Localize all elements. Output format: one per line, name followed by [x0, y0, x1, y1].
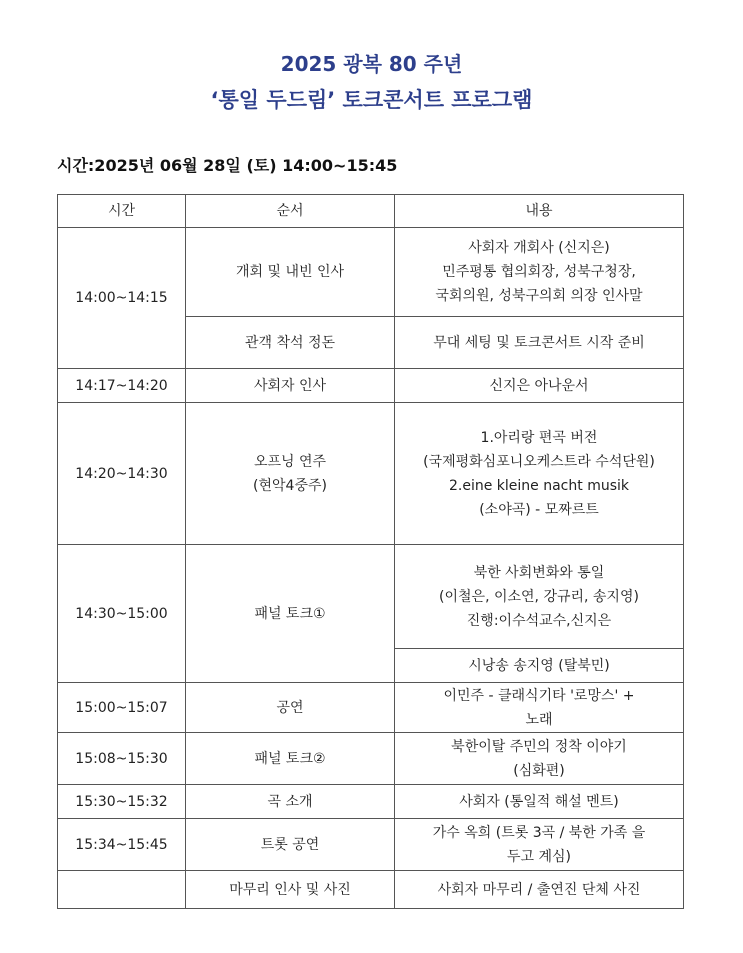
- content-line: (이철은, 이소연, 강규리, 송지영): [439, 588, 639, 605]
- table-row: [58, 369, 684, 403]
- content-line: 북한 사회변화와 통일: [473, 564, 605, 581]
- table-row: [58, 228, 684, 317]
- order-cell: 공연: [186, 683, 395, 733]
- order-cell: 패널 토크①: [186, 545, 395, 683]
- content-line: 민주평통 협의회장, 성북구청장,: [442, 264, 636, 280]
- content-line: (국제평화심포니오케스트라 수석단원): [423, 453, 655, 470]
- content-line: 이민주 - 클래식기타 '로망스' +: [443, 687, 635, 704]
- header-content: 내용: [395, 195, 684, 228]
- time-cell: 15:08~15:30: [58, 733, 186, 785]
- table-row: [58, 785, 684, 819]
- content-line: 2.eine kleine nacht musik: [449, 477, 629, 494]
- content-cell: [395, 733, 684, 785]
- order-cell: 사회자 인사: [186, 369, 395, 403]
- content-cell: [395, 819, 684, 871]
- content-cell: [395, 785, 684, 819]
- table-row: [58, 545, 684, 649]
- table-row: [58, 871, 684, 909]
- order-cell: [186, 403, 395, 545]
- order-cell: 관객 착석 정돈: [186, 317, 395, 369]
- content-line: 진행:이수석교수,신지은: [466, 612, 612, 629]
- content-line: (심화편): [513, 762, 565, 779]
- order-cell: 트롯 공연: [186, 819, 395, 871]
- document-title: 2025 광복 80 주년: [280, 52, 463, 76]
- content-cell: [395, 228, 684, 317]
- content-line: 신지은 아나운서: [489, 377, 589, 394]
- time-cell: 14:30~15:00: [58, 545, 186, 683]
- order-line: (현악4중주): [253, 477, 327, 494]
- header-time: 시간: [58, 195, 186, 228]
- time-cell: 15:34~15:45: [58, 819, 186, 871]
- table-header-row: [58, 195, 684, 228]
- content-cell: [395, 649, 684, 683]
- content-line: 북한이탈 주민의 정착 이야기: [451, 738, 627, 755]
- time-cell: [58, 871, 186, 909]
- content-cell: [395, 403, 684, 545]
- order-cell: 개회 및 내빈 인사: [186, 228, 395, 317]
- content-line: 가수 옥희 (트롯 3곡 / 북한 가족 을: [432, 824, 646, 841]
- content-line: 무대 세팅 및 토크콘서트 시작 준비: [433, 334, 645, 351]
- order-cell: 마무리 인사 및 사진: [186, 871, 395, 909]
- time-cell: 14:17~14:20: [58, 369, 186, 403]
- content-line: 사회자 개회사 (신지은): [468, 240, 610, 256]
- time-cell: 15:30~15:32: [58, 785, 186, 819]
- time-cell: 15:00~15:07: [58, 683, 186, 733]
- event-datetime: 시간:2025년 06월 28일 (토) 14:00~15:45: [57, 156, 398, 175]
- time-cell: 14:20~14:30: [58, 403, 186, 545]
- content-line: 시낭송 송지영 (탈북민): [468, 657, 610, 674]
- header-order: 순서: [186, 195, 395, 228]
- content-line: 두고 계심): [506, 848, 571, 865]
- content-line: 사회자 (통일적 해설 멘트): [459, 793, 619, 810]
- table-row: [58, 819, 684, 871]
- time-cell: 14:00~14:15: [58, 228, 186, 369]
- order-cell: 곡 소개: [186, 785, 395, 819]
- content-line: 사회자 마무리 / 출연진 단체 사진: [437, 881, 641, 898]
- content-line: 노래: [525, 711, 553, 728]
- content-cell: [395, 369, 684, 403]
- content-line: (소야곡) - 모짜르트: [479, 501, 599, 518]
- content-line: 국회의원, 성북구의회 의장 인사말: [435, 288, 643, 304]
- table-row: [58, 733, 684, 785]
- table-row: [58, 403, 684, 545]
- content-cell: [395, 683, 684, 733]
- document-subtitle: ‘통일 두드림’ 토크콘서트 프로그램: [210, 88, 533, 112]
- order-cell: 패널 토크②: [186, 733, 395, 785]
- content-line: 1.아리랑 편곡 버전: [480, 429, 598, 446]
- program-table: [57, 194, 684, 909]
- content-cell: [395, 317, 684, 369]
- content-cell: [395, 545, 684, 649]
- table-row: [58, 683, 684, 733]
- content-cell: [395, 871, 684, 909]
- order-line: 오프닝 연주: [253, 453, 327, 470]
